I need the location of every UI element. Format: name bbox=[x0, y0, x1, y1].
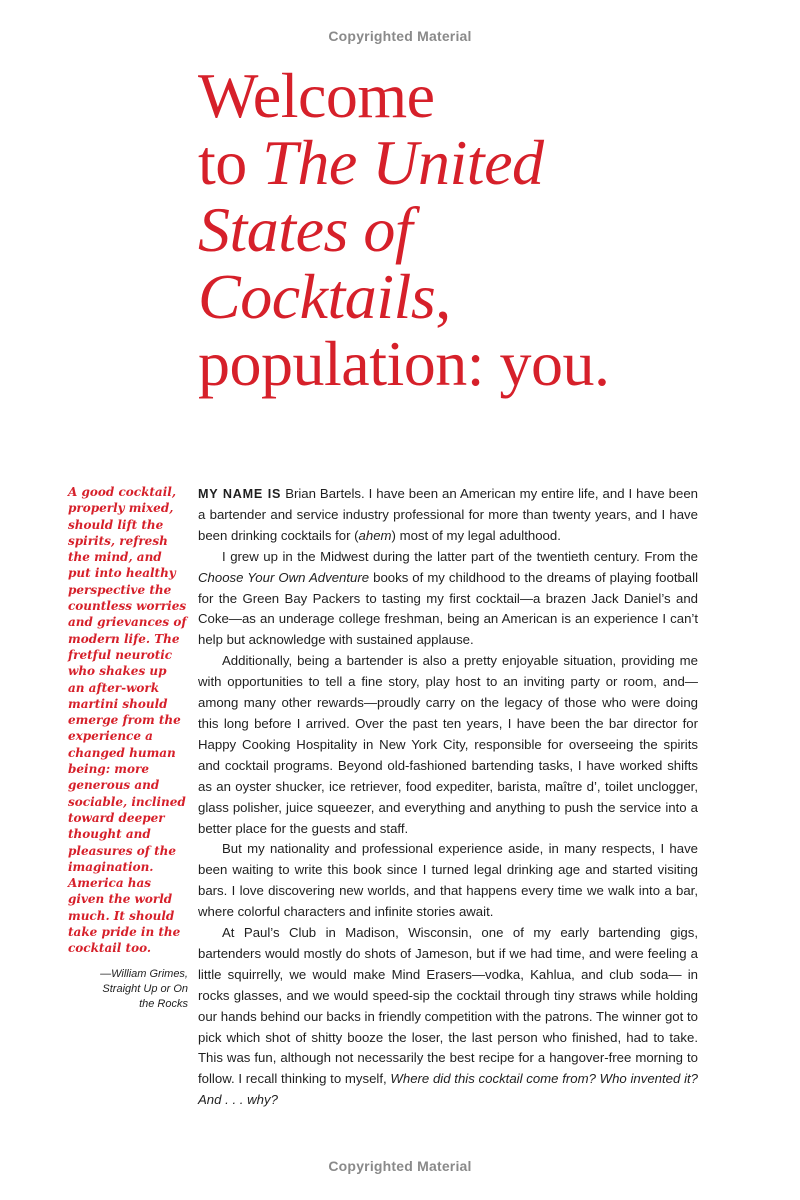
quote-line: emerge from the bbox=[68, 713, 181, 728]
headline-line-3 bbox=[198, 196, 778, 263]
quote-line: given the world bbox=[68, 892, 173, 907]
paragraph-1 bbox=[198, 484, 698, 547]
quote-line: put into healthy bbox=[68, 566, 176, 581]
quote-line: being: more bbox=[68, 762, 149, 777]
attribution-line: —William Grimes, bbox=[100, 967, 188, 980]
headline-line-1: Welcome bbox=[198, 60, 435, 131]
quote-line: thought and bbox=[68, 827, 151, 842]
quote-line: modern life. The bbox=[68, 631, 180, 646]
quote-line: sociable, inclined bbox=[68, 794, 186, 809]
quote-line: experience a bbox=[68, 729, 153, 744]
quote-line: toward deeper bbox=[68, 810, 165, 825]
headline-line-2-plain: to bbox=[198, 127, 263, 198]
lead-in: MY NAME IS bbox=[198, 487, 282, 501]
quote-line: spirits, refresh bbox=[68, 533, 168, 548]
paragraph-1-text-b: ) most of my legal adulthood. bbox=[391, 527, 561, 543]
quote-line: much. It should bbox=[68, 908, 175, 923]
quote-line: martini should bbox=[68, 696, 168, 711]
quote-line: imagination. bbox=[68, 859, 154, 874]
quote-line: cocktail too. bbox=[68, 941, 152, 956]
quote-line: take pride in the bbox=[68, 925, 181, 940]
paragraph-2-text-b: books of my childhood to the dreams of playing football for the Green Bay Packers to tasting my first cocktail—a brazen Jack Daniel’s and Coke—as an underage college freshman, being an American is an experience I can’t help but acknowledge with sustained applause. bbox=[198, 569, 699, 648]
headline-line-4 bbox=[198, 263, 778, 330]
quote-line: and grievances of bbox=[68, 615, 187, 630]
paragraph-3: Additionally, being a bartender is also a pretty enjoyable situation, providing me with opportunities to tell a fine story, play host to an inviting party or room, and—among many other rewards—proudly carry on the legacy of those who were doing this long before I arrived. Over the past ten years, I have been the bar director for Happy Cooking Hospitality in New York City, responsible for overseeing the spirits and cocktail programs. Beyond old-fashioned bartending tasks, I have worked shifts as an oyster shucker, ice retriever, food expediter, barista, maître d’, toilet unclogger, glass polisher, juice squeezer, and everything and anything to push the service into a better place for the guests and staff. bbox=[198, 653, 698, 836]
quote-line: perspective the bbox=[68, 582, 172, 597]
quote-line: an after-work bbox=[68, 680, 160, 695]
paragraph-5-emphasis: Where did this cocktail come from? Who invented it? And . . . why? bbox=[198, 1071, 699, 1108]
headline-line-2 bbox=[198, 129, 778, 196]
paragraph-5-text-a: At Paul’s Club in Madison, Wisconsin, one of my early bartending gigs, bartenders would mostly do shots of Jameson, but if we had time, and were feeling a little squirrelly, we would make Mind Erasers—vodka, Kahlua, and club soda— in rocks glasses, and we would speed-sip the cocktail through tiny straws while holding our hands behind our backs in friendly competition with the patrons. The winner got to pick which shot of shitty booze the loser, the last person who finished, had to take. This was fun, although not necessarily the best recipe for a hangover-free morning to follow. I recall thinking to myself, bbox=[198, 925, 698, 1087]
paragraph-4: But my nationality and professional experience aside, in many respects, I have been waiting to write this book since I turned legal drinking age and started visiting bars. I love discovering new worlds, and that happens every time we walk into a bar, where colorful characters and infinite stories await. bbox=[198, 841, 698, 920]
quote-line: who shakes up bbox=[68, 664, 167, 679]
sidebar-epigraph bbox=[68, 484, 188, 1012]
headline-line-2-italic: The United bbox=[262, 127, 544, 198]
attribution-line: the Rocks bbox=[139, 997, 188, 1010]
chapter-headline bbox=[198, 62, 778, 397]
paragraph-1-text-a: Brian Bartels. I have been an American my entire life, and I have been a bartender and service industry professional for more than twenty years, and I have been drinking cocktails for ( bbox=[198, 486, 699, 543]
copyright-header: Copyrighted Material bbox=[328, 28, 472, 44]
paragraph-1-emphasis: ahem bbox=[358, 527, 392, 543]
paragraph-2-text-a: I grew up in the Midwest during the latter part of the twentieth century. From the bbox=[222, 548, 698, 564]
quote-line: countless worries bbox=[68, 599, 187, 614]
headline-line-4-plain: , bbox=[435, 261, 451, 332]
copyright-footer: Copyrighted Material bbox=[328, 1158, 472, 1174]
quote-line: changed human bbox=[68, 745, 176, 760]
epigraph-attribution bbox=[68, 967, 188, 1012]
attribution-line: Straight Up or On bbox=[102, 982, 188, 995]
paragraph-2 bbox=[198, 547, 698, 652]
headline-line-5: population: you. bbox=[198, 328, 610, 399]
paragraph-2-emphasis: Choose Your Own Adventure bbox=[198, 569, 370, 585]
body-text bbox=[198, 484, 698, 1111]
quote-line: A good cocktail, bbox=[68, 485, 176, 499]
quote-line: properly mixed, bbox=[68, 501, 174, 516]
quote-line: pleasures of the bbox=[68, 843, 176, 858]
quote-line: the mind, and bbox=[68, 550, 162, 565]
quote-line: America has bbox=[68, 876, 152, 891]
headline-line-4-italic: Cocktails bbox=[198, 261, 436, 332]
epigraph-quote bbox=[68, 484, 188, 957]
headline-line-3-italic: States of bbox=[198, 194, 413, 265]
paragraph-5 bbox=[198, 923, 698, 1111]
quote-line: fretful neurotic bbox=[68, 647, 173, 662]
quote-line: should lift the bbox=[68, 517, 164, 532]
quote-line: generous and bbox=[68, 778, 160, 793]
